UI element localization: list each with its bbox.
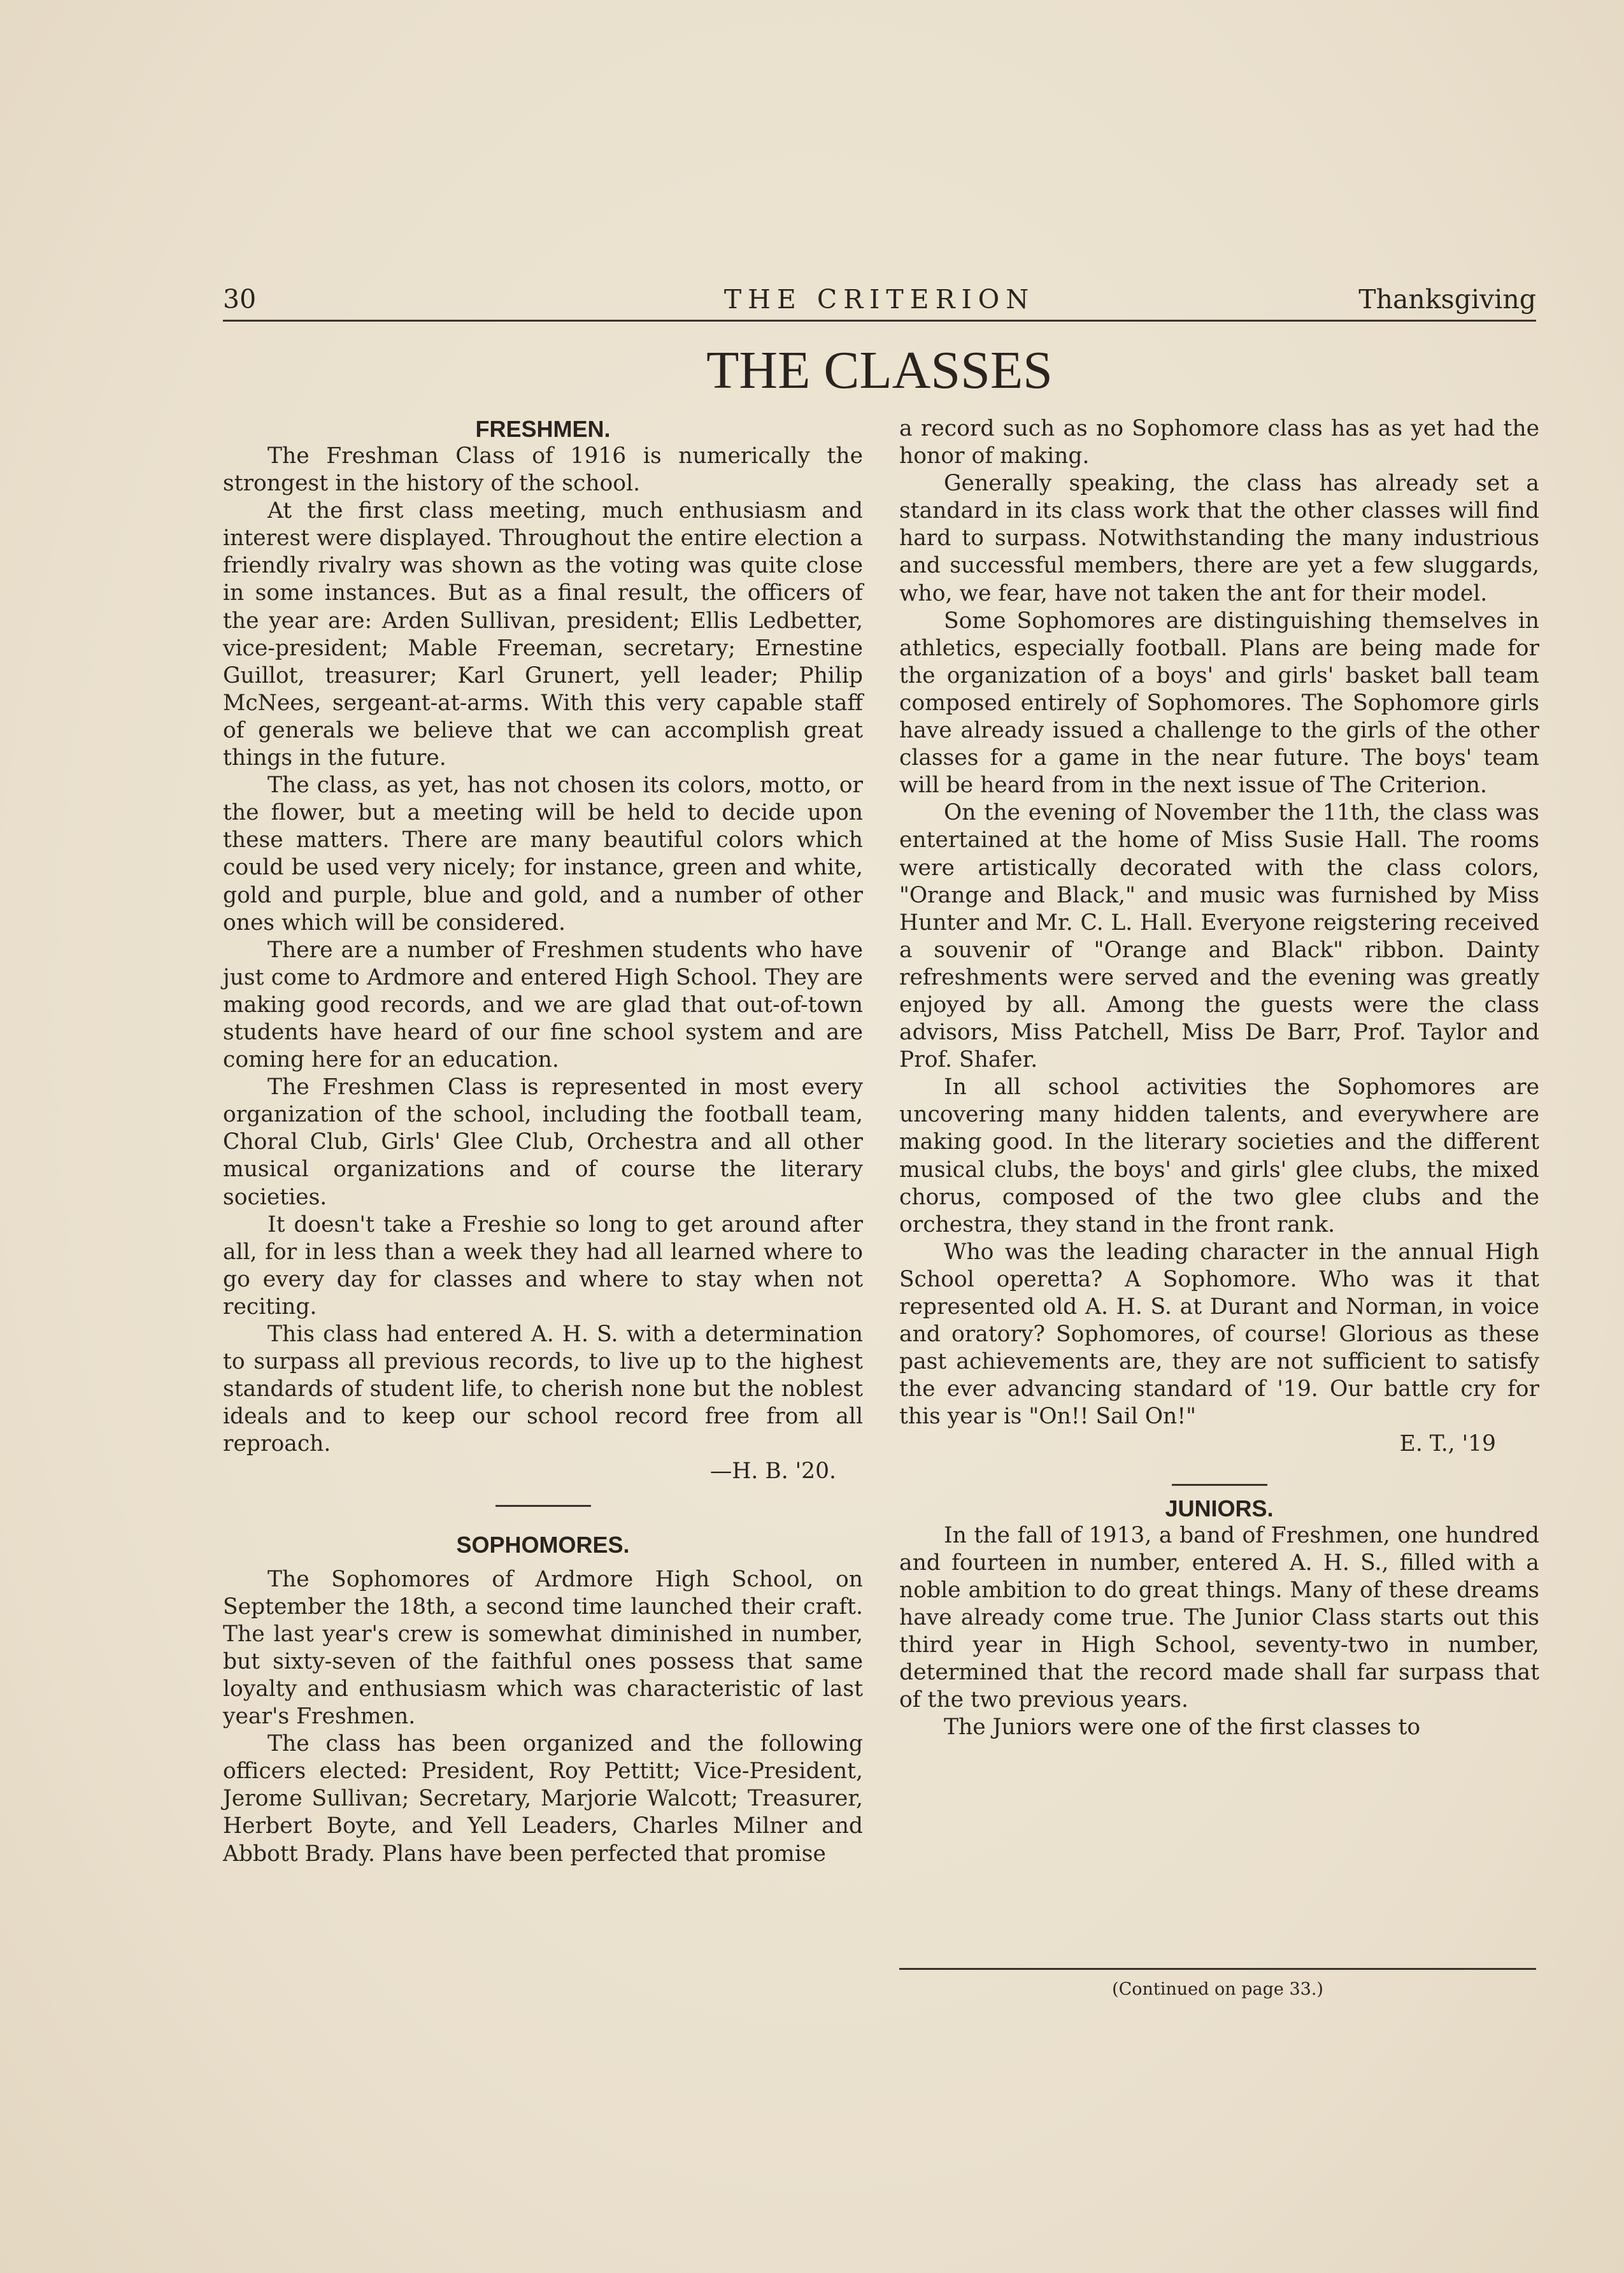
freshmen-heading: FRESHMEN. [475,416,611,442]
issue-name: Thanksgiving [1358,284,1536,315]
sophomores-paragraph: The Sophomores of Ardmore High School, on September the 18th, a second time launched their craft. The last year's crew is somewhat diminished in number, but sixty-seven of the faithful ones possess that same loyalty and enthusiasm which was characteristic of last year's Freshmen. [223,1566,863,1730]
column-end-rule [899,1968,1536,1970]
sophomores-paragraph: In all school activities the Sophomores are uncovering many hidden talents, and everywhere are making good. In the literary societies and the different musical clubs, the boys' and girls' glee clubs, the mixed chorus, composed of the two glee clubs and the orchestra, they stand in the front rank. [899,1074,1539,1237]
sophomores-heading: SOPHOMORES. [456,1531,630,1558]
juniors-heading: JUNIORS. [1165,1495,1274,1521]
left-column [223,415,863,1868]
freshmen-paragraph: The Freshman Class of 1916 is numerically the strongest in the history of the school. [223,443,863,497]
freshmen-signature: —H. B. '20. [709,1458,836,1485]
freshmen-paragraph: The class, as yet, has not chosen its colors, motto, or the flower, but a meeting will be held to decide upon these matters. There are many beautiful colors which could be used very nicely; for instance, green and white, gold and purple, blue and gold, and a number of other ones which will be considered. [223,773,863,936]
page-title: THE CLASSES [706,341,1053,400]
running-header [223,283,1536,322]
sophomores-paragraph: Some Sophomores are distinguishing themselves in athletics, especially football. Plans are being made for the organization of a boys' and girls' basket ball team composed entirely of Sophomores. The Sophomore girls have already issued a challenge to the girls of the other classes for a game in the near future. The boys' team will be heard from in the next issue of The Criterion. [899,608,1539,799]
sophomores-paragraph: Generally speaking, the class has already set a standard in its class work that the other classes will find hard to surpass. Notwithstanding the many industrious and successful members, there are yet a few sluggards, who, we fear, have not taken the ant for their model. [899,471,1539,606]
publication-title: THE CRITERION [723,284,1036,315]
juniors-paragraph: In the fall of 1913, a band of Freshmen, one hundred and fourteen in number, entered A. H. S., filled with a noble ambition to do great things. Many of these dreams have already come true. The Junior Class starts out this third year in High School, seventy-two in number, determined that the record made shall far surpass that of the two previous years. [899,1522,1539,1713]
sophomores-paragraph: The class has been organized and the following officers elected: President, Roy Pettitt; Vice-President, Jerome Sullivan; Secretary, Marjorie Walcott; Treasurer, Herbert Boyte, and Yell Leaders, Charles Milner and Abbott Brady. Plans have been perfected that promise [223,1731,863,1867]
freshmen-paragraph: This class had entered A. H. S. with a determination to surpass all previous records, to live up to the highest standards of student life, to cherish none but the noblest ideals and to keep our school record free from all reproach. [223,1322,863,1457]
freshmen-paragraph: It doesn't take a Freshie so long to get around after all, for in less than a week they had all learned where to go every day for classes and where to stay when not reciting. [223,1211,863,1320]
continued-note: (Continued on page 33.) [1112,1979,1323,1999]
freshmen-paragraph: The Freshmen Class is represented in most every organization of the school, including the football team, Choral Club, Girls' Glee Club, Orchestra and all other musical organizations and of course the literary societies. [223,1074,863,1210]
sophomores-signature: E. T., '19 [1399,1431,1496,1457]
right-column [899,415,1539,1741]
sophomores-paragraph: Who was the leading character in the annual High School operetta? A Sophomore. Who was it that represented old A. H. S. at Durant and Norman, in voice and oratory? Sophomores, of course! Glorious as these past achievements are, they are not sufficient to satisfy the ever advancing standard of '19. Our battle cry for this year is "On!! Sail On!" [899,1239,1539,1430]
sophomores-continuation: a record such as no Sophomore class has as yet had the honor of making. [899,416,1539,469]
page-number: 30 [223,284,257,315]
freshmen-paragraph: At the first class meeting, much enthusiasm and interest were displayed. Throughout the entire election a friendly rivalry was shown as the voting was quite close in some instances. But as a final result, the officers of the year are: Arden Sullivan, president; Ellis Ledbetter, vice-president; Mable Freeman, secretary; Ernestine Guillot, treasurer; Karl Grunert, yell leader; Philip McNees, sergeant-at-arms. With this very capable staff of generals we believe that we can accomplish great things in the future. [223,498,863,771]
juniors-paragraph: The Juniors were one of the first classes to [944,1714,1421,1741]
freshmen-paragraph: There are a number of Freshmen students who have just come to Ardmore and entered High School. They are making good records, and we are glad that out-of-town students have heard of our fine school system and are coming here for an education. [223,937,863,1073]
sophomores-paragraph: On the evening of November the 11th, the class was entertained at the home of Miss Susie Hall. The rooms were artistically decorated with the class colors, "Orange and Black," and music was furnished by Miss Hunter and Mr. C. L. Hall. Everyone reigstering received a souvenir of "Orange and Black" ribbon. Dainty refreshments were served and the evening was greatly enjoyed by all. Among the guests were the class advisors, Miss Patchell, Miss De Barr, Prof. Taylor and Prof. Shafer. [899,800,1539,1073]
